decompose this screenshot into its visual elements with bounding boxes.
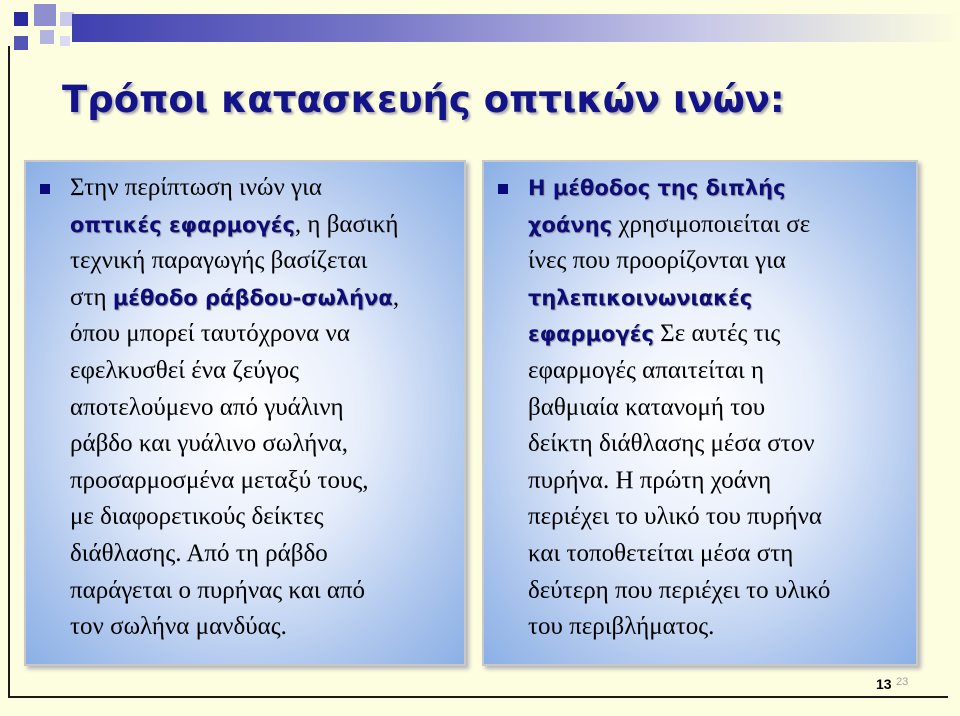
- text-run: με διαφορετικούς δείκτες: [70, 503, 324, 531]
- left-border-line: [8, 46, 10, 696]
- text-line: [70, 499, 399, 536]
- decor-square: [34, 4, 56, 26]
- text-line: [70, 207, 399, 244]
- text-run: εφελκυσθεί ένα ζεύγος: [70, 356, 300, 384]
- decor-square: [14, 12, 28, 26]
- text-line: [70, 243, 399, 280]
- text-run: δεύτερη που περιέχει το υλικό: [528, 576, 831, 604]
- text-run: και τοποθετείται μέσα στη: [528, 539, 794, 567]
- text-line: [528, 609, 830, 646]
- bullet-square-icon: [40, 184, 50, 194]
- bullet-square-icon: [498, 184, 508, 194]
- text-run: ίνες που προορίζονται για: [528, 247, 786, 275]
- highlight-optical-applications: οπτικές εφαρμογές: [70, 212, 295, 237]
- text-run: αποτελούμενο από γυάλινη: [70, 393, 344, 421]
- decor-square: [14, 36, 28, 50]
- text-run: του περιβλήματος.: [528, 613, 715, 641]
- text-run: ,: [392, 283, 400, 311]
- text-line: [70, 609, 399, 646]
- text-line: [70, 463, 399, 500]
- text-line: [528, 353, 830, 390]
- left-panel-text: [70, 170, 399, 646]
- text-run: ράβδο και γυάλινο σωλήνα,: [70, 430, 348, 458]
- page-number-ghost: 23: [896, 676, 909, 688]
- text-line: [528, 316, 830, 353]
- text-run: προσαρμοσμένα μεταξύ τους,: [70, 466, 369, 494]
- text-line: [70, 536, 399, 573]
- text-line: [528, 426, 830, 463]
- page-number: 13: [876, 676, 892, 692]
- text-run: , η βασική: [294, 210, 399, 238]
- text-run: Σε αυτές τις: [653, 320, 781, 348]
- highlight-crucible: χοάνης: [528, 212, 613, 237]
- text-line: [528, 243, 830, 280]
- decor-square: [40, 30, 54, 44]
- text-line: [528, 536, 830, 573]
- text-run: τον σωλήνα μανδύας.: [70, 613, 287, 641]
- text-line: [528, 463, 830, 500]
- highlight-double-crucible-method: Η μέθοδος της διπλής: [528, 176, 786, 200]
- highlight-applications: εφαρμογές: [528, 322, 654, 347]
- text-line: [70, 426, 399, 463]
- highlight-rod-tube-method: μέθοδο ράβδου-σωλήνα: [112, 285, 393, 310]
- text-line: [528, 573, 830, 610]
- text-run: περιέχει το υλικό του πυρήνα: [528, 503, 823, 531]
- text-run: διάθλασης. Από τη ράβδο: [70, 539, 328, 567]
- text-run: χρησιμοποιείται σε: [612, 210, 811, 238]
- text-run: Στην περίπτωση ινών για: [70, 174, 322, 201]
- bottom-border-line: [8, 696, 948, 698]
- top-gradient-bar: [72, 14, 960, 42]
- text-run: όπου μπορεί ταυτόχρονα να: [70, 320, 350, 348]
- text-run: παράγεται ο πυρήνας και από: [70, 576, 366, 604]
- left-text-panel: [24, 160, 466, 666]
- right-text-panel: [482, 160, 918, 666]
- text-line: [528, 207, 830, 244]
- text-line: [70, 316, 399, 353]
- text-line: [528, 280, 830, 317]
- text-run: τεχνική παραγωγής βασίζεται: [70, 247, 368, 275]
- right-panel-text: [528, 170, 830, 646]
- text-run: πυρήνα. Η πρώτη χοάνη: [528, 466, 772, 494]
- text-run: εφαρμογές απαιτείται η: [528, 356, 765, 384]
- text-line: [528, 170, 830, 207]
- highlight-telecom: τηλεπικοινωνιακές: [528, 285, 753, 310]
- text-line: [528, 390, 830, 427]
- decor-square: [60, 36, 70, 46]
- text-line: [70, 280, 399, 317]
- text-line: [528, 499, 830, 536]
- text-line: [70, 353, 399, 390]
- text-run: στη: [70, 283, 113, 311]
- text-run: βαθμιαία κατανομή του: [528, 393, 766, 421]
- text-line: [70, 170, 399, 207]
- text-line: [70, 390, 399, 427]
- text-line: [70, 573, 399, 610]
- slide-title: Τρόποι κατασκευής οπτικών ινών:: [62, 78, 785, 121]
- text-run: δείκτη διάθλασης μέσα στον: [528, 430, 815, 458]
